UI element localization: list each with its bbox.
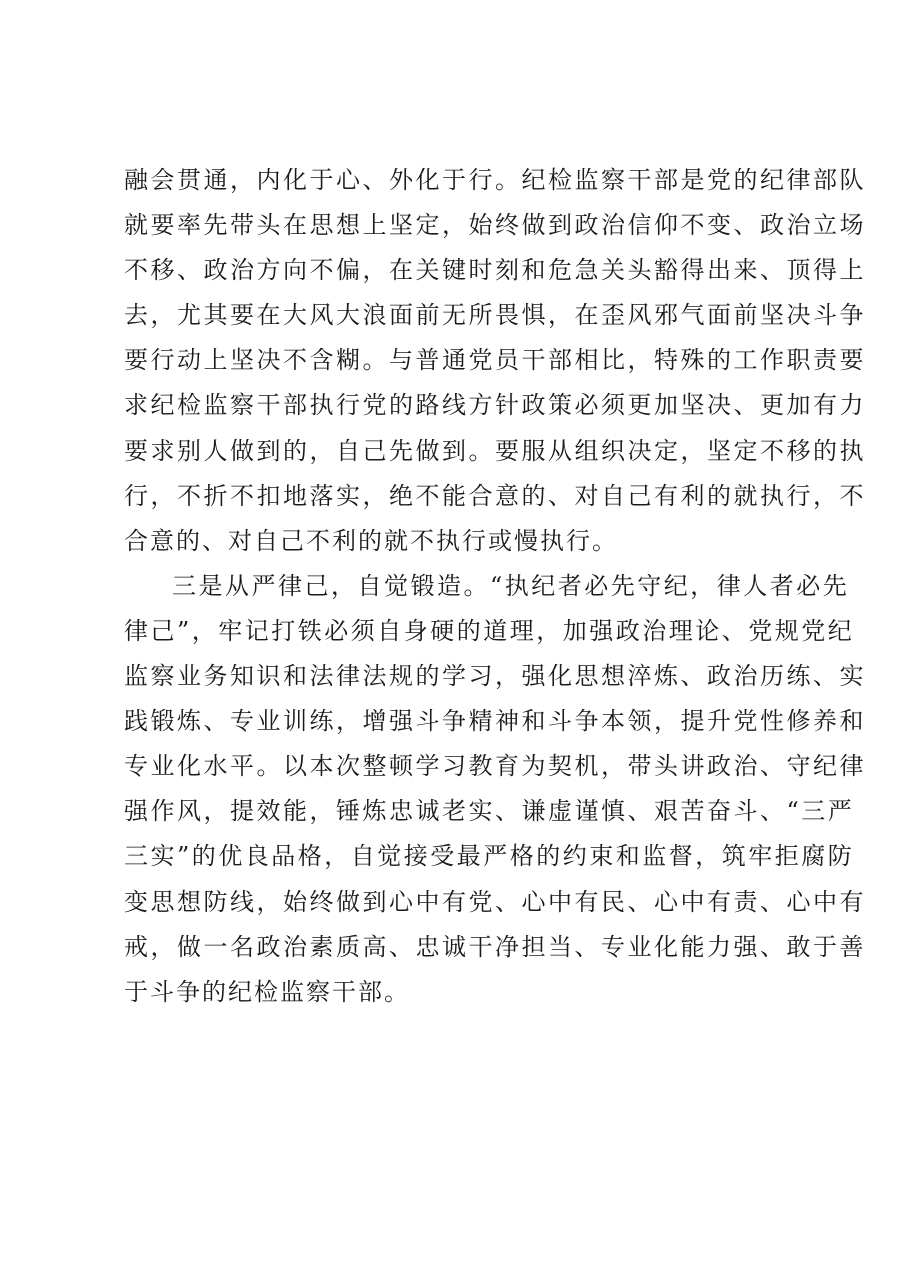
text-line: 三实”的优良品格，自觉接受最严格的约束和监督，筑牢拒腐防 (124, 842, 855, 871)
text-line: 律己”，牢记打铁必须自身硬的道理，加强政治理论、党规党纪 (124, 616, 855, 645)
text-line: 融会贯通，内化于心、外化于行。纪检监察干部是党的纪律部队 (124, 166, 866, 194)
text-line: 监察业务知识和法律法规的学习，强化思想淬炼、政治历练、实 (124, 662, 866, 691)
text-line: 要求别人做到的，自己先做到。要服从组织决定，坚定不移的执 (124, 436, 866, 465)
text-line: 去，尤其要在大风大浪面前无所畏惧，在歪风邪气面前坚决斗争 (124, 301, 866, 330)
text-line: 求纪检监察干部执行党的路线方针政策必须更加坚决、更加有力 (124, 391, 866, 420)
text-line: 就要率先带头在思想上坚定，始终做到政治信仰不变、政治立场 (124, 211, 866, 240)
text-line: 行，不折不扣地落实，绝不能合意的、对自己有利的就执行，不 (124, 481, 866, 510)
text-line: 戒，做一名政治素质高、忠诚干净担当、专业化能力强、敢于善 (124, 932, 866, 961)
text-line: 变思想防线，始终做到心中有党、心中有民、心中有责、心中有 (124, 887, 866, 916)
text-line: 强作风，提效能，锤炼忠诚老实、谦虚谨慎、艰苦奋斗、“三严 (124, 797, 855, 826)
body-text (124, 158, 866, 1015)
text-line: 合意的、对自己不利的就不执行或慢执行。 (124, 526, 618, 555)
text-line: 要行动上坚决不含糊。与普通党员干部相比，特殊的工作职责要 (124, 346, 866, 375)
text-line: 不移、政治方向不偏，在关键时刻和危急关头豁得出来、顶得上 (124, 256, 866, 285)
text-line: 践锻炼、专业训练，增强斗争精神和斗争本领，提升党性修养和 (124, 707, 866, 736)
text-line: 专业化水平。以本次整顿学习教育为契机，带头讲政治、守纪律 (124, 752, 866, 781)
text-line: 于斗争的纪检监察干部。 (124, 977, 410, 1006)
paragraph-start-line: 三是从严律己，自觉锻造。“执纪者必先守纪，律人者必先 (172, 571, 850, 600)
